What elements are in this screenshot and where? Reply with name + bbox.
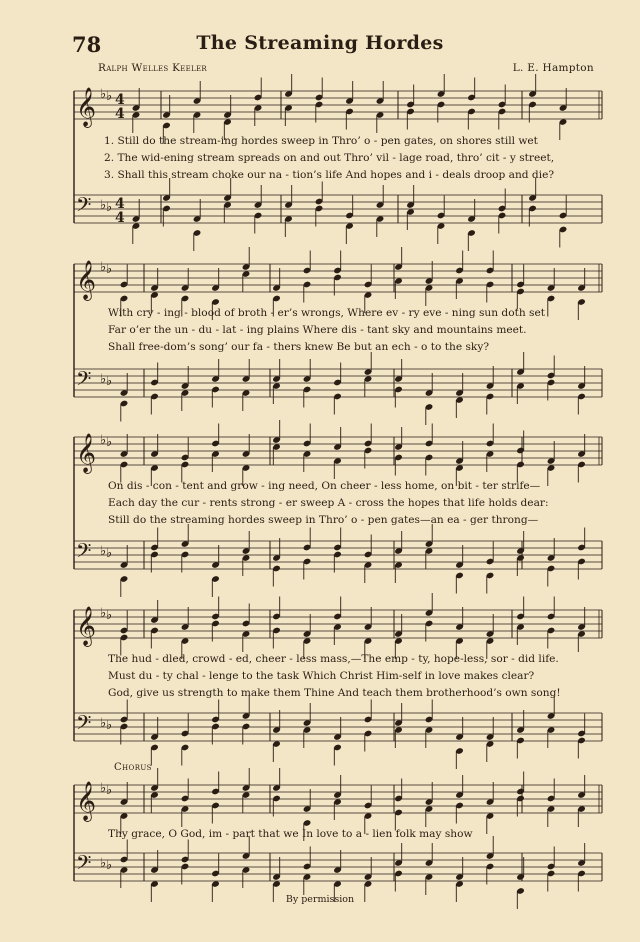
chorus-label: Chorus — [114, 762, 152, 773]
flat-sign: ♭ — [100, 544, 107, 559]
treble-clef: 𝄞 — [76, 433, 97, 473]
bass-clef: 𝄢 — [76, 367, 92, 395]
flat-sign: ♭ — [100, 856, 107, 871]
flat-sign: ♭ — [106, 546, 113, 561]
bass-clef: 𝄢 — [76, 711, 92, 739]
bass-clef: 𝄢 — [76, 193, 92, 221]
treble-clef: 𝄞 — [76, 260, 97, 300]
treble-clef: 𝄞 — [76, 606, 97, 646]
lyric-line: God, give us strength to make them Thine And teach them brotherhood’s own song! — [108, 687, 561, 699]
lyric-line: 1. Still do the stream-ing hordes sweep in Thro’ o - pen gates, on shores still wet — [104, 135, 538, 147]
bass-clef: 𝄢 — [76, 539, 92, 567]
flat-sign: ♭ — [100, 372, 107, 387]
flat-sign: ♭ — [100, 606, 107, 621]
page-number: 78 — [72, 32, 102, 57]
permission-note: By permission — [285, 894, 355, 905]
time-signature: 4 — [115, 210, 125, 226]
treble-clef: 𝄞 — [76, 87, 97, 127]
flat-sign: ♭ — [100, 433, 107, 448]
flat-sign: ♭ — [100, 87, 107, 102]
lyricist-credit: Ralph Welles Keeler — [98, 62, 207, 74]
lyric-line: Each day the cur - rents strong - er sweep A - cross the hopes that life holds dear: — [108, 497, 549, 509]
time-signature: 4 — [115, 106, 125, 122]
lyric-line: Still do the streaming hordes sweep in Thro’ o - pen gates—an ea - ger throng— — [108, 514, 539, 526]
flat-sign: ♭ — [106, 89, 113, 104]
lyric-line: Far o’er the un - du - lat - ing plains Where dis - tant sky and mountains meet. — [108, 324, 527, 336]
lyric-line: 2. The wid-ening stream spreads on and out Thro’ vil - lage road, thro’ cit - y street, — [104, 152, 555, 164]
lyric-line: Must du - ty chal - lenge to the task Which Christ Him-self in love makes clear? — [108, 670, 535, 682]
flat-sign: ♭ — [106, 718, 113, 733]
flat-sign: ♭ — [106, 200, 113, 215]
bass-clef: 𝄢 — [76, 851, 92, 879]
lyric-line: With cry - ing - blood of broth - er’s wrongs, Where ev - ry eve - ning sun doth set — [108, 307, 545, 319]
time-signature: 4 — [115, 196, 125, 212]
flat-sign: ♭ — [100, 260, 107, 275]
lyric-line: Thy grace, O God, im - part that we In love to a - lien folk may show — [108, 828, 473, 840]
flat-sign: ♭ — [106, 783, 113, 798]
flat-sign: ♭ — [106, 374, 113, 389]
lyric-line: 3. Shall this stream choke our na - tion’s life And hopes and i - deals droop and die? — [104, 169, 555, 181]
lyric-line: The hud - dled, crowd - ed, cheer - less mass,—The emp - ty, hope-less, sor - did life. — [108, 653, 559, 665]
treble-clef: 𝄞 — [76, 781, 97, 821]
flat-sign: ♭ — [106, 435, 113, 450]
composer-credit: L. E. Hampton — [512, 62, 594, 74]
flat-sign: ♭ — [106, 858, 113, 873]
hymn-title: The Streaming Hordes — [196, 32, 444, 54]
flat-sign: ♭ — [100, 198, 107, 213]
flat-sign: ♭ — [106, 262, 113, 277]
lyric-line: Shall free-dom’s song’ our fa - thers knew Be but an ech - o to the sky? — [108, 341, 490, 353]
flat-sign: ♭ — [100, 781, 107, 796]
time-signature: 4 — [115, 92, 125, 108]
lyric-line: On dis - con - tent and grow - ing need, On cheer - less home, on bit - ter strife— — [108, 480, 541, 492]
flat-sign: ♭ — [106, 608, 113, 623]
flat-sign: ♭ — [100, 716, 107, 731]
